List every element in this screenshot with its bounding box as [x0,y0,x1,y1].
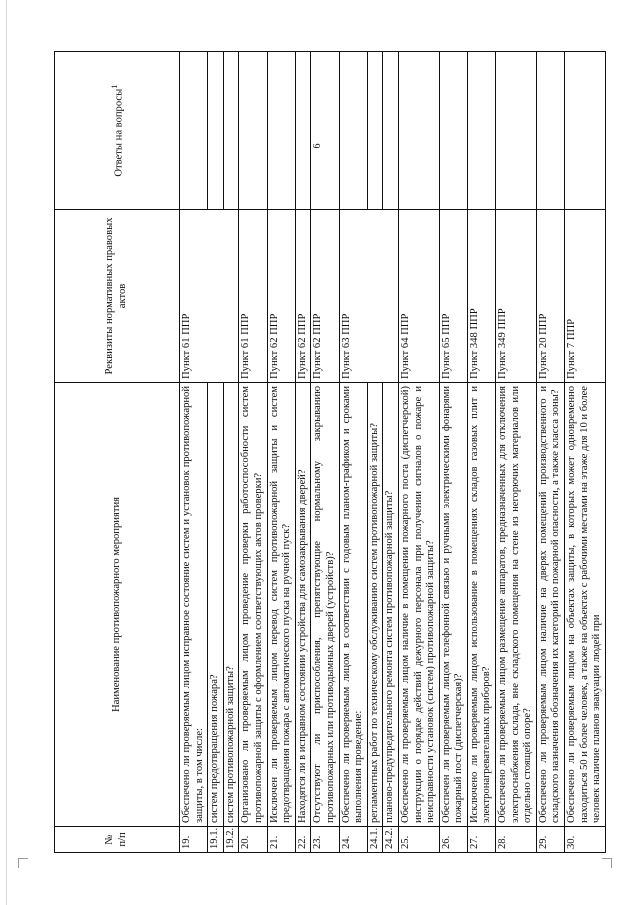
row-legal-reference: Пункт 62 ППР [267,210,295,383]
row-answer-cell[interactable] [367,52,383,210]
table-row [565,52,606,853]
row-number: 19.2. [223,827,239,853]
table-row [180,52,208,853]
row-measure-text: Находятся ли в исправном состоянии устройства для самозакрывания дверей? [295,383,311,827]
row-measure-text: Обеспечено ли проверяемым лицом размещение аппаратов, предназначенных для отключения электроснабжения склада, вне складского помещения на стене из негорючих материалов или отдельно стоящей опоре? [496,383,537,827]
row-measure-text: Обеспечено ли проверяемым лицом наличие на дверях помещений производственного и складского назначения обозначения их категорий по пожарной опасности, а также класса зоны? [536,383,564,827]
table-row [398,52,439,853]
row-answer-cell[interactable] [467,52,495,210]
row-number: 24. [339,827,367,853]
row-legal-reference: Пункт 63 ППР [339,210,398,383]
row-answer-cell[interactable] [267,52,295,210]
row-answer-cell[interactable] [208,52,224,210]
table-row [367,52,383,853]
table-row [496,52,537,853]
header-answer [55,52,180,210]
table-row [536,52,564,853]
crop-mark [18,858,28,859]
row-measure-text: планово-предупредительного ремонта систем противопожарной защиты? [383,383,399,827]
row-measure-text: регламентных работ по техническому обслуживанию систем противопожарной защиты? [367,383,383,827]
row-legal-reference: Пункт 348 ППР [467,210,495,383]
table-header-row [55,52,180,853]
row-answer-cell[interactable] [239,52,267,210]
row-measure-text: Отсутствуют ли приспособления, препятствующие нормальному закрыванию противопожарных или противодымных дверей (устройств)? [311,383,339,827]
inspection-checklist-table [54,51,606,853]
header-name: Наименование противопожарного мероприятия [55,383,180,827]
row-number: 25. [398,827,439,853]
row-answer-cell[interactable] [383,52,399,210]
row-number: 19. [180,827,208,853]
row-answer-cell[interactable] [398,52,439,210]
row-number: 19.1. [208,827,224,853]
table-row [467,52,495,853]
row-number: 24.2. [383,827,399,853]
row-measure-text: Обеспечено ли проверяемым лицом наличие в помещении пожарного поста (диспетчерской) инструкции о порядке действий дежурного персонала при получении сигналов о пожаре и неисправности установок (систем) противопожарной защиты? [398,383,439,827]
row-legal-reference: Пункт 20 ППР [536,210,564,383]
row-answer-cell[interactable] [223,52,239,210]
row-number: 22. [295,827,311,853]
row-number: 23. [311,827,339,853]
row-measure-text: систем противопожарной защиты? [223,383,239,827]
row-answer-cell[interactable] [311,52,339,210]
row-legal-reference: Пункт 349 ППР [496,210,537,383]
row-legal-reference: Пункт 64 ППР [398,210,439,383]
crop-mark [18,858,19,868]
scan-edge-line [6,0,7,905]
table-row [383,52,399,853]
table-row [223,52,239,853]
row-answer-cell[interactable] [496,52,537,210]
inspection-checklist-table-wrapper [54,52,603,853]
table-row [239,52,267,853]
row-number: 20. [239,827,267,853]
row-measure-text: Обеспечено ли проверяемым лицом в соответствии с годовым планом-графиком и сроками выполнения проведение: [339,383,367,827]
row-number: 27. [467,827,495,853]
table-row [439,52,467,853]
row-legal-reference: Пункт 61 ППР [180,210,239,383]
row-legal-reference: Пункт 62 ППР [295,210,311,383]
header-num: № п/п [55,827,180,853]
table-row [311,52,339,853]
header-ref: Реквизиты нормативных правовых актов [55,210,180,383]
row-number: 26. [439,827,467,853]
row-answer-cell[interactable] [439,52,467,210]
row-legal-reference: Пункт 62 ППР [311,210,339,383]
row-answer-cell[interactable] [180,52,208,210]
row-measure-text: Исключено ли проверяемым лицом использование в помещениях складов газовых плит и электронагревательных приборов? [467,383,495,827]
row-number: 24.1. [367,827,383,853]
row-measure-text: Обеспечено ли проверяемым лицом на объектах защиты, в которых может одновременно находиться 50 и более человек, а также на объектах с рабочими местами на этаже для 10 и более человек наличие планов эвакуации людей при [565,383,606,827]
row-number: 28. [496,827,537,853]
crop-mark [611,858,612,868]
header-answer-footnote: 1 [108,84,119,89]
table-row [295,52,311,853]
row-number: 30. [565,827,606,853]
header-answer-text: Ответы на вопросы [113,88,125,177]
row-legal-reference: Пункт 7 ППР [565,210,606,383]
table-body [180,52,606,853]
row-measure-text: Обеспечен ли проверяемым лицом телефонной связью и ручными электрическими фонарями пожарный пост (диспетчерская)? [439,383,467,827]
table-row [267,52,295,853]
row-number: 21. [267,827,295,853]
row-answer-cell[interactable] [295,52,311,210]
row-measure-text: систем предотвращения пожара? [208,383,224,827]
row-number: 29. [536,827,564,853]
row-measure-text: Исключен ли проверяемым лицом перевод систем противопожарной защиты и систем предотвращения пожара с автоматического пуска на ручной пуск? [267,383,295,827]
table-row [208,52,224,853]
row-measure-text: Обеспечено ли проверяемым лицом исправное состояние систем и установок противопожарной защиты, в том числе: [180,383,208,827]
row-measure-text: Организовано ли проверяемым лицом проведение проверки работоспособности систем противопожарной защиты с оформлением соответствующих актов проверки? [239,383,267,827]
row-answer-cell[interactable] [339,52,367,210]
row-answer-cell[interactable] [536,52,564,210]
page-number: 6 [312,143,323,149]
row-answer-cell[interactable] [565,52,606,210]
row-legal-reference: Пункт 61 ППР [239,210,267,383]
table-row [339,52,367,853]
row-legal-reference: Пункт 65 ППР [439,210,467,383]
